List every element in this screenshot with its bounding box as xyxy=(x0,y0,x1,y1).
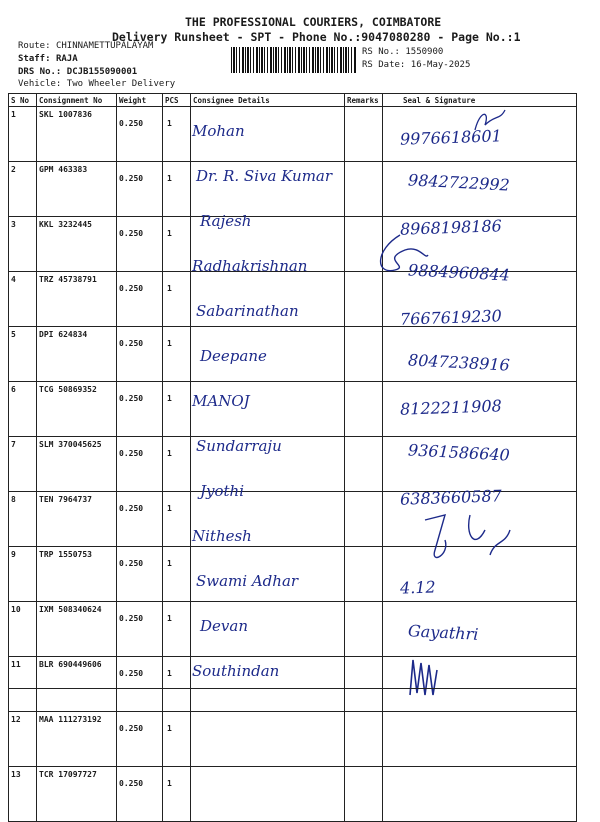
row-sno: 1 xyxy=(9,107,37,162)
seal-handwriting: 9842722992 xyxy=(407,170,511,195)
consignee-handwriting: Sabarinathan xyxy=(196,302,299,320)
row-consignment-no: MAA 111273192 xyxy=(37,712,117,767)
table-row xyxy=(9,712,577,767)
row-weight: 0.250 xyxy=(117,107,163,162)
row-pcs: 1 xyxy=(163,327,191,382)
col-header-seal: Seal & Signature xyxy=(383,94,577,107)
row-seal-cell xyxy=(383,767,577,822)
table-row xyxy=(9,657,577,712)
row-remarks-cell xyxy=(345,437,383,492)
row-sno: 3 xyxy=(9,217,37,272)
row-consignment-no: SKL 1007836 xyxy=(37,107,117,162)
row-consignee-cell xyxy=(191,712,345,767)
col-header-consignee: Consignee Details xyxy=(191,94,345,107)
consignee-handwriting: Devan xyxy=(200,617,248,635)
row-consignment-no: TRP 1550753 xyxy=(37,547,117,602)
row-pcs: 1 xyxy=(163,657,191,712)
row-remarks-cell xyxy=(345,492,383,547)
consignee-handwriting: Jyothi xyxy=(200,482,245,500)
row-sno: 6 xyxy=(9,382,37,437)
rs-date-value: 16-May-2025 xyxy=(410,60,471,70)
rs-no-value: 1550900 xyxy=(405,47,444,57)
row-remarks-cell xyxy=(345,547,383,602)
consignee-handwriting: Southindan xyxy=(192,662,280,680)
row-remarks-cell xyxy=(345,382,383,437)
row-consignment-no: SLM 370045625 xyxy=(37,437,117,492)
row-consignment-no: TCR 17097727 xyxy=(37,767,117,822)
row-weight: 0.250 xyxy=(117,217,163,272)
vehicle-label: Vehicle: xyxy=(18,79,62,89)
row-pcs: 1 xyxy=(163,712,191,767)
row-pcs: 1 xyxy=(163,107,191,162)
row-weight: 0.250 xyxy=(117,767,163,822)
signature-scribble-4 xyxy=(370,230,430,280)
rs-date-line xyxy=(362,60,470,70)
row-sno: 13 xyxy=(9,767,37,822)
table-row xyxy=(9,767,577,822)
row-pcs: 1 xyxy=(163,437,191,492)
consignee-handwriting: Swami Adhar xyxy=(196,572,299,590)
row-pcs: 1 xyxy=(163,547,191,602)
row-consignment-no: KKL 3232445 xyxy=(37,217,117,272)
col-header-sno: S No xyxy=(9,94,37,107)
staff-label: Staff: xyxy=(18,54,51,64)
consignee-handwriting: Sundarraju xyxy=(196,437,282,455)
col-header-weight: Weight xyxy=(117,94,163,107)
row-pcs: 1 xyxy=(163,767,191,822)
row-consignment-no: GPM 463383 xyxy=(37,162,117,217)
row-sno: 2 xyxy=(9,162,37,217)
row-consignment-no: DPI 624834 xyxy=(37,327,117,382)
rs-date-label: RS Date: xyxy=(362,60,406,70)
drs-label: DRS No.: xyxy=(18,67,62,77)
footer-rule xyxy=(8,688,576,689)
row-remarks-cell xyxy=(345,327,383,382)
consignee-handwriting: Nithesh xyxy=(192,527,252,545)
seal-handwriting: 8968198186 xyxy=(399,216,503,239)
row-pcs: 1 xyxy=(163,492,191,547)
route-label: Route: xyxy=(18,41,51,51)
row-pcs: 1 xyxy=(163,602,191,657)
row-sno: 12 xyxy=(9,712,37,767)
row-consignment-no: TEN 7964737 xyxy=(37,492,117,547)
consignee-handwriting: Deepane xyxy=(200,347,267,365)
staff-value: RAJA xyxy=(55,54,78,64)
row-consignee-cell xyxy=(191,767,345,822)
row-pcs: 1 xyxy=(163,382,191,437)
row-remarks-cell xyxy=(345,712,383,767)
signature-scribble-1 xyxy=(470,105,510,135)
row-remarks-cell xyxy=(345,107,383,162)
row-remarks-cell xyxy=(345,162,383,217)
seal-handwriting: 4.12 xyxy=(399,577,436,598)
row-weight: 0.250 xyxy=(117,327,163,382)
col-header-pcs: PCS xyxy=(163,94,191,107)
row-consignment-no: TRZ 45738791 xyxy=(37,272,117,327)
vehicle-line xyxy=(18,79,175,89)
col-header-remarks: Remarks xyxy=(345,94,383,107)
route-line xyxy=(18,41,153,51)
seal-handwriting: 7667619230 xyxy=(399,306,503,329)
row-weight: 0.250 xyxy=(117,602,163,657)
seal-handwriting: 8122211908 xyxy=(399,396,503,419)
row-weight: 0.250 xyxy=(117,272,163,327)
seal-handwriting: 8047238916 xyxy=(407,350,511,375)
row-weight: 0.250 xyxy=(117,712,163,767)
staff-line xyxy=(18,54,78,64)
vehicle-value: Two Wheeler Delivery xyxy=(66,79,176,89)
barcode-image xyxy=(231,47,356,73)
row-weight: 0.250 xyxy=(117,657,163,712)
row-weight: 0.250 xyxy=(117,547,163,602)
seal-handwriting: 9361586640 xyxy=(407,440,511,465)
col-header-consignment: Consignment No xyxy=(37,94,117,107)
row-pcs: 1 xyxy=(163,217,191,272)
row-sno: 9 xyxy=(9,547,37,602)
row-weight: 0.250 xyxy=(117,162,163,217)
row-consignment-no: BLR 690449606 xyxy=(37,657,117,712)
consignee-handwriting: Dr. R. Siva Kumar xyxy=(196,167,333,185)
row-pcs: 1 xyxy=(163,272,191,327)
route-value: CHINNAMETTUPALAYAM xyxy=(55,41,154,51)
row-remarks-cell xyxy=(345,657,383,712)
consignee-handwriting: Mohan xyxy=(192,122,245,140)
drs-line xyxy=(18,67,137,77)
consignee-handwriting: Radhakrishnan xyxy=(192,257,308,275)
rs-no-label: RS No.: xyxy=(362,47,400,57)
row-weight: 0.250 xyxy=(117,437,163,492)
row-seal-cell xyxy=(383,712,577,767)
seal-handwriting: 9884960844 xyxy=(407,260,511,285)
row-remarks-cell xyxy=(345,602,383,657)
seal-handwriting: 9976618601 xyxy=(399,126,503,149)
company-title: THE PROFESSIONAL COURIERS, COIMBATORE xyxy=(185,15,442,29)
seal-handwriting: Gayathri xyxy=(407,621,479,644)
table-row xyxy=(9,602,577,657)
signature-scribble-13 xyxy=(405,655,445,700)
row-sno: 5 xyxy=(9,327,37,382)
signature-scribble-10 xyxy=(415,510,515,570)
row-consignment-no: IXM 508340624 xyxy=(37,602,117,657)
runsheet-subtitle: Delivery Runsheet - SPT - Phone No.:9047080280 - Page No.:1 xyxy=(112,30,521,44)
consignee-handwriting: MANOJ xyxy=(192,392,250,410)
row-weight: 0.250 xyxy=(117,382,163,437)
drs-value: DCJB155090001 xyxy=(66,67,138,77)
rs-no-line xyxy=(362,47,443,57)
row-sno: 10 xyxy=(9,602,37,657)
row-sno: 7 xyxy=(9,437,37,492)
row-weight: 0.250 xyxy=(117,492,163,547)
row-pcs: 1 xyxy=(163,162,191,217)
row-sno: 11 xyxy=(9,657,37,712)
seal-handwriting: 6383660587 xyxy=(399,486,503,509)
row-sno: 8 xyxy=(9,492,37,547)
row-sno: 4 xyxy=(9,272,37,327)
row-consignment-no: TCG 50869352 xyxy=(37,382,117,437)
consignee-handwriting: Rajesh xyxy=(200,212,252,230)
row-remarks-cell xyxy=(345,767,383,822)
